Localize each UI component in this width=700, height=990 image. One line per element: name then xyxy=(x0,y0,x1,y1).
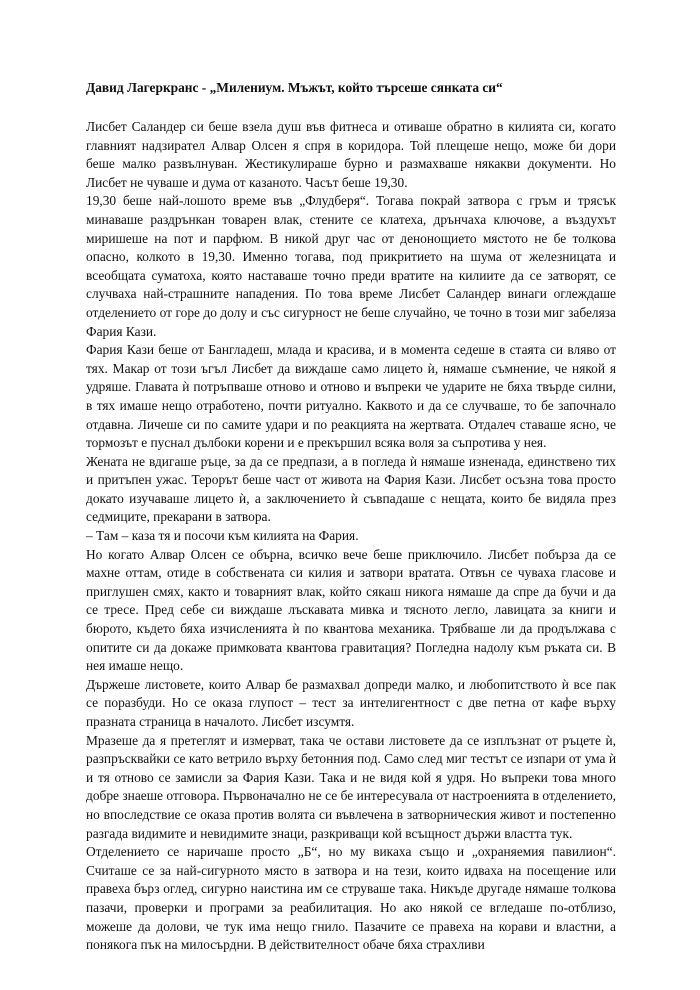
paragraph: Фария Кази беше от Бангладеш, млада и красива, и в момента седеше в стаята си вляво от тях. Макар от този ъгъл Лисбет да виждаше само лицето ѝ, нямаше съмнение, че някой я удряше. Главата ѝ потръпваше отново и отново и въпреки че ударите не бяха твърде силни, в тях имаше нещо отработено, почти ритуално. Каквото и да се случваше, то бе започнало отдавна. Личеше си по самите удари и по реакцията на жертвата. Отдалеч ставаше ясно, че тормозът е пуснал дълбоки корени и е прекършил всяка воля за съпротива у нея. xyxy=(86,342,616,451)
paragraph: Но когато Алвар Олсен се обърна, всичко вече беше приключило. Лисбет побърза да се махне оттам, отиде в собствената си килия и затвори вратата. Отвън се чуваха гласове и приглушен смях, както и товарният влак, който сякаш никога нямаше да спре да бучи и да се тресе. Пред себе си виждаше лъскавата мивка и тясното легло, лавицата за книги и бюрото, където бяха изчисленията ѝ по квантова механика. Трябваше ли да продължава с опитите си да докаже примковата квантова гравитация? Погледна надолу към ръката си. В нея имаше нещо. xyxy=(86,546,616,674)
paragraph: Лисбет Саландер си беше взела душ във фитнеса и отиваше обратно в килията си, когато главният надзирател Алвар Олсен я спря в коридора. Той плещеше нещо, може би дори беше малко развълнуван. Жестикулираше бурно и размахваше някакви документи. Но Лисбет не чуваше и дума от казаното. Часът беше 19,30. xyxy=(86,119,616,190)
paragraph: Отделението се наричаше просто „Б“, но му викаха също и „охраняемия павилион“. Считаше се за най-сигурното място в затвора и на тези, които идваха на посещение или правеха бърз оглед, сигурно наистина им се струваше така. Никъде другаде нямаше толкова пазачи, проверки и програми за реабилитация. Но ако някой се вгледаше по-отблизо, можеше да долови, че тук има нещо гнило. Пазачите се правеха на корави и властни, а понякога пък на милосърдни. В действителност обаче бяха страхливи xyxy=(86,844,616,953)
paragraph: Мразеше да я претеглят и измерват, така че остави листовете да се изплъзнат от ръцете ѝ, разпръсквайки се като ветрило върху бетонния под. Само след миг тестът се изпари от ума ѝ и тя отново се замисли за Фария Кази. Така и не видя кой я удря. Но въпреки това много добре знаеше отговора. Първоначално не се бе интересувала от настроенията в отделението, но впоследствие се оказа против волята си въвлечена в затворническия живот и постепенно разгада видимите и невидимите знаци, разкриващи кой всъщност държи властта тук. xyxy=(86,732,616,841)
paragraph: Държеше листовете, които Алвар бе размахвал допреди малко, и любопитството ѝ все пак се поразбуди. Но се оказа глупост – тест за интелигентност с две петна от кафе върху празната страница в началото. Лисбет изсумтя. xyxy=(86,676,616,729)
paragraph: Жената не вдигаше ръце, за да се предпази, а в погледа ѝ нямаше изненада, единствено тих и притъпен ужас. Терорът беше част от живота на Фария Кази. Лисбет осъзна това просто докато изучаваше лицето ѝ, а заключението ѝ съвпадаше с нещата, които бе видяла през седмиците, прекарани в затвора. xyxy=(86,453,616,525)
paragraph: 19,30 беше най-лошото време във „Флудберя“. Тогава покрай затвора с гръм и трясък минаваше раздрънкан товарен влак, стените се клатеха, дрънчаха ключове, а въздухът миришеше на пот и парфюм. В никой друг час от денонощието мястото не бе толкова опасно, колкото в 19,30. Именно тогава, под прикритието на шума от железницата и всеобщата суматоха, която наставаше точно преди вратите на килиите да се затворят, се случваха най-страшните нападения. По това време Лисбет Саландер винаги оглеждаше отделението от горе до долу и със сигурност не беше случайно, че точно в този миг забеляза Фария Кази. xyxy=(86,193,616,339)
document-title: Давид Лагеркранс - „Милениум. Мъжът, който търсеше сянката си“ xyxy=(86,80,503,95)
document-body xyxy=(86,79,616,955)
dialogue-line: – Там – каза тя и посочи към килията на Фария. xyxy=(86,528,359,544)
